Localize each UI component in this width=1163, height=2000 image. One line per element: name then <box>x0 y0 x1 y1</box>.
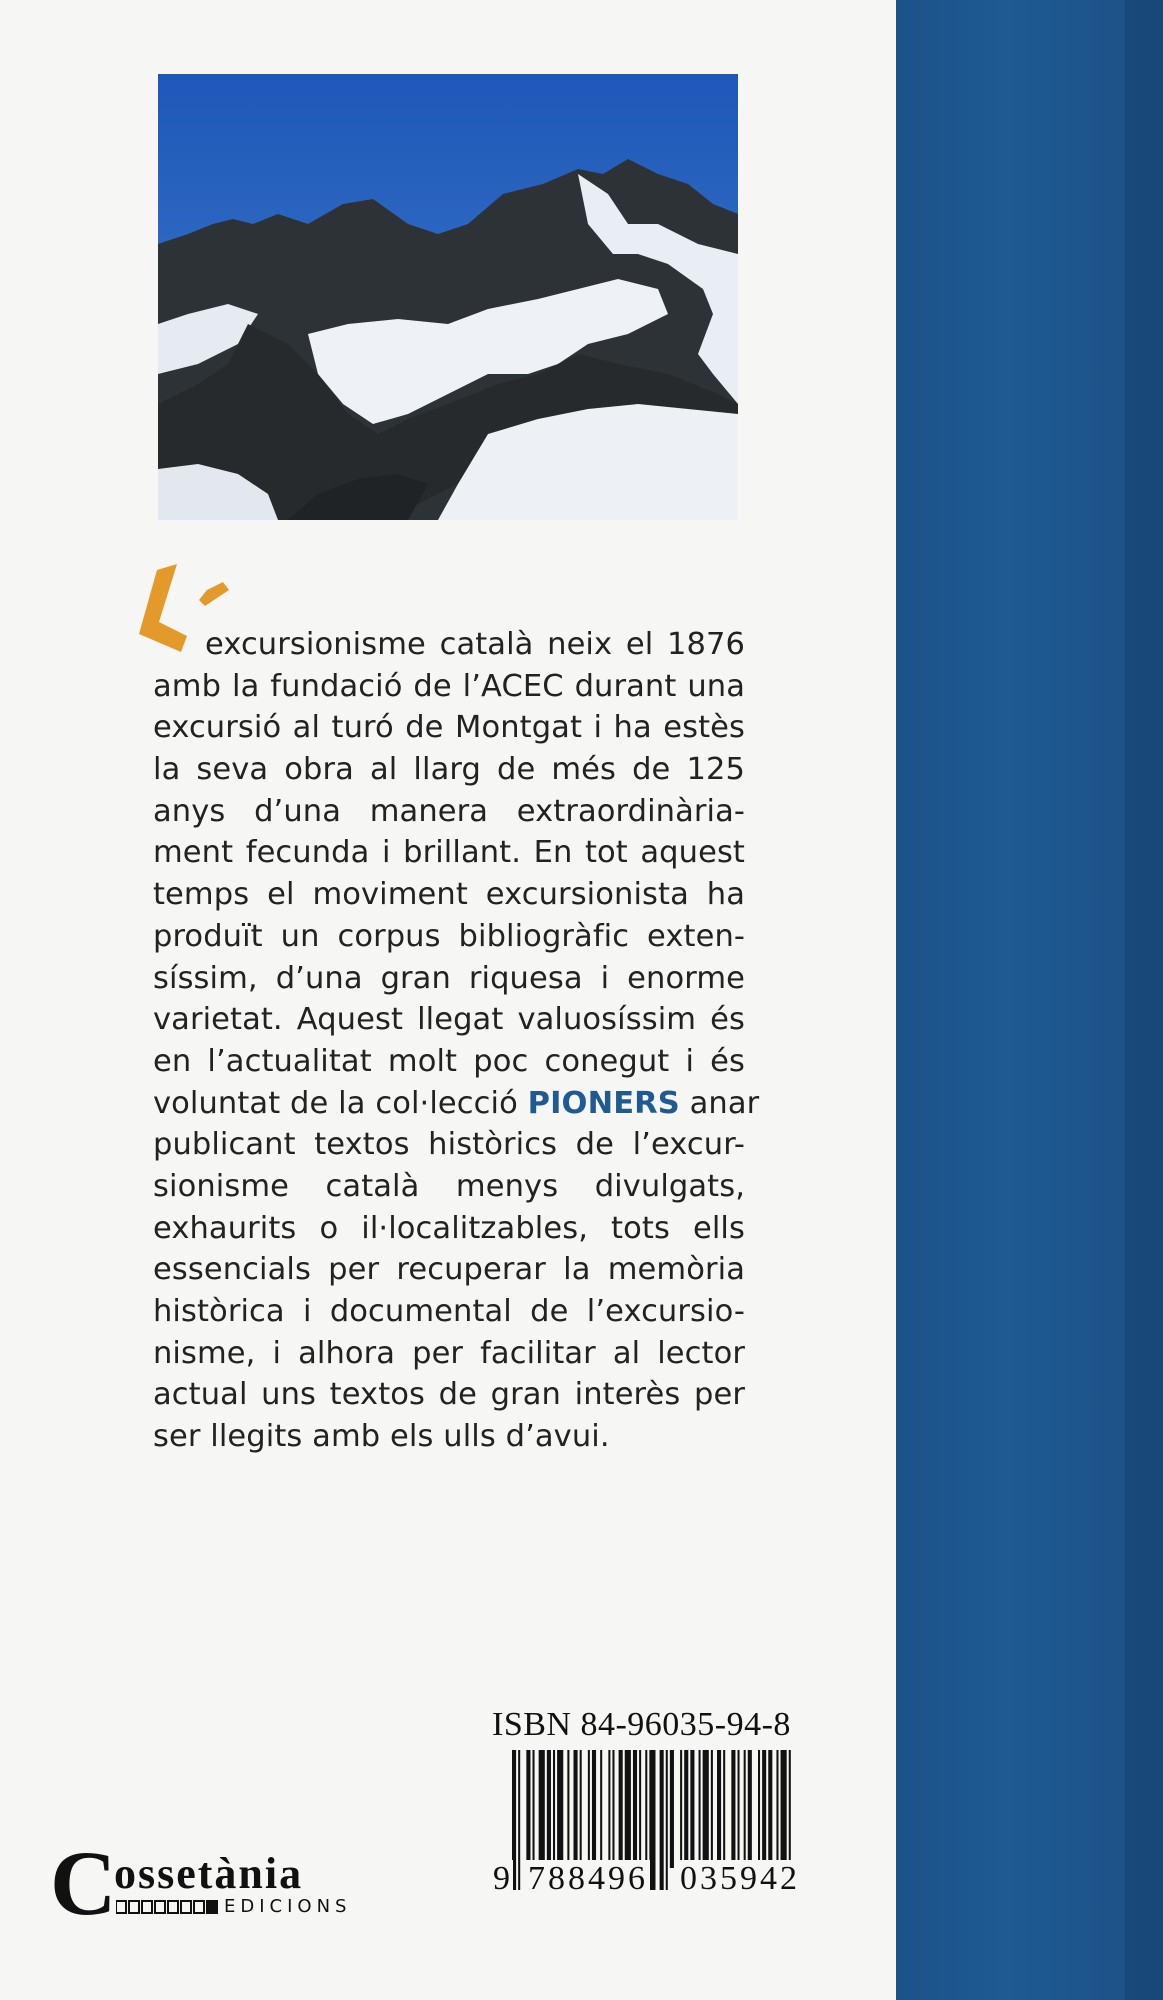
barcode-bar <box>580 1750 582 1868</box>
barcode-bar <box>680 1750 682 1868</box>
text-line: en l’actualitat molt poc conegut i és <box>153 1043 745 1079</box>
barcode-bar <box>625 1750 631 1868</box>
text-line: històrica i documental de l’excursio- <box>153 1294 745 1329</box>
barcode-bar <box>539 1750 545 1868</box>
text-line: varietat. Aquest llegat valuosíssim és <box>153 1002 745 1038</box>
barcode-bar <box>557 1750 563 1868</box>
barcode-bar <box>768 1750 772 1868</box>
barcode-bar <box>533 1750 535 1868</box>
barcode-bar <box>738 1750 740 1868</box>
text-line: essencials per recuperar la memòria <box>153 1252 745 1288</box>
barcode-bar <box>608 1750 610 1868</box>
text-line: publicant textos històrics de l’excur- <box>153 1127 745 1163</box>
barcode-bar <box>670 1750 674 1868</box>
barcode-bar <box>731 1750 735 1868</box>
text-line: voluntat de la col·lecció PIONERS anar <box>153 1085 760 1121</box>
spine-edge-shadow <box>1125 0 1163 2000</box>
text-line: excursionisme català neix el 1876 <box>205 627 745 662</box>
barcode-bar <box>690 1750 694 1868</box>
isbn-label: ISBN 84-96035-94-8 <box>492 1706 791 1743</box>
barcode-bar <box>567 1750 569 1868</box>
barcode-bar <box>639 1750 641 1868</box>
cover-photo-mountains <box>158 74 738 520</box>
barcode-bar <box>553 1750 555 1868</box>
logo-initial: C <box>50 1832 117 1934</box>
collection-name-pioneers: PIONERS <box>527 1085 680 1121</box>
barcode-bar <box>758 1750 760 1868</box>
barcode-bar <box>600 1750 602 1868</box>
text-line: amb la fundació de l’ACEC durant una <box>153 668 745 704</box>
book-spine <box>896 0 1163 2000</box>
barcode-bar <box>703 1750 709 1868</box>
barcode-bar <box>574 1750 578 1868</box>
ean-digits <box>490 1860 836 1900</box>
ean-left-group: 788496 <box>528 1860 648 1897</box>
logo-subtitle: EDICIONS <box>224 1896 352 1917</box>
text-line: ment fecunda i brillant. En tot aquest <box>153 835 745 871</box>
barcode-bar <box>526 1750 530 1868</box>
ean-first-digit: 9 <box>490 1860 513 1898</box>
publisher-logo <box>50 1832 370 1934</box>
barcode-bar <box>684 1750 688 1868</box>
text-line: excursió al turó de Montgat i ha estès <box>153 710 745 746</box>
barcode-bar <box>588 1750 590 1868</box>
barcode-bar <box>776 1750 778 1868</box>
text-line: la seva obra al llarg de més de 125 <box>153 752 745 788</box>
barcode-bar <box>592 1750 596 1868</box>
barcode-bar <box>723 1750 725 1868</box>
barcode-bar <box>612 1750 614 1868</box>
barcode-bar <box>547 1750 551 1868</box>
barcode-bar <box>699 1750 701 1868</box>
text-line: anys d’una manera extraordinària- <box>153 793 745 829</box>
text-line: produït un corpus bibliogràfic exten- <box>153 918 745 954</box>
barcode-bar <box>633 1750 637 1868</box>
barcode-bar <box>762 1750 766 1868</box>
barcode-bar <box>619 1750 623 1868</box>
text-line: ser llegits amb els ulls d’avui. <box>153 1419 610 1455</box>
barcode-bar <box>717 1750 721 1868</box>
ean-right-group: 035942 <box>680 1860 800 1897</box>
barcode-bar <box>645 1750 647 1868</box>
text-line: nisme, i alhora per facilitar al lector <box>153 1335 745 1371</box>
barcode-bar <box>781 1750 787 1868</box>
text-line: temps el moviment excursionista ha <box>153 877 745 913</box>
logo-name: ossetània <box>114 1849 304 1898</box>
text-line: actual uns textos de gran interès per <box>153 1377 745 1413</box>
isbn-barcode-block <box>490 1706 836 1918</box>
barcode-bar <box>711 1750 713 1868</box>
text-line: síssim, d’una gran riquesa i enorme <box>153 960 745 996</box>
text-line: sionisme català menys divulgats, <box>153 1168 745 1204</box>
back-cover-description <box>153 624 760 1458</box>
barcode-bar <box>748 1750 752 1868</box>
text-line: exhaurits o il·localitzables, tots ells <box>153 1210 745 1246</box>
barcode-bar <box>744 1750 746 1868</box>
